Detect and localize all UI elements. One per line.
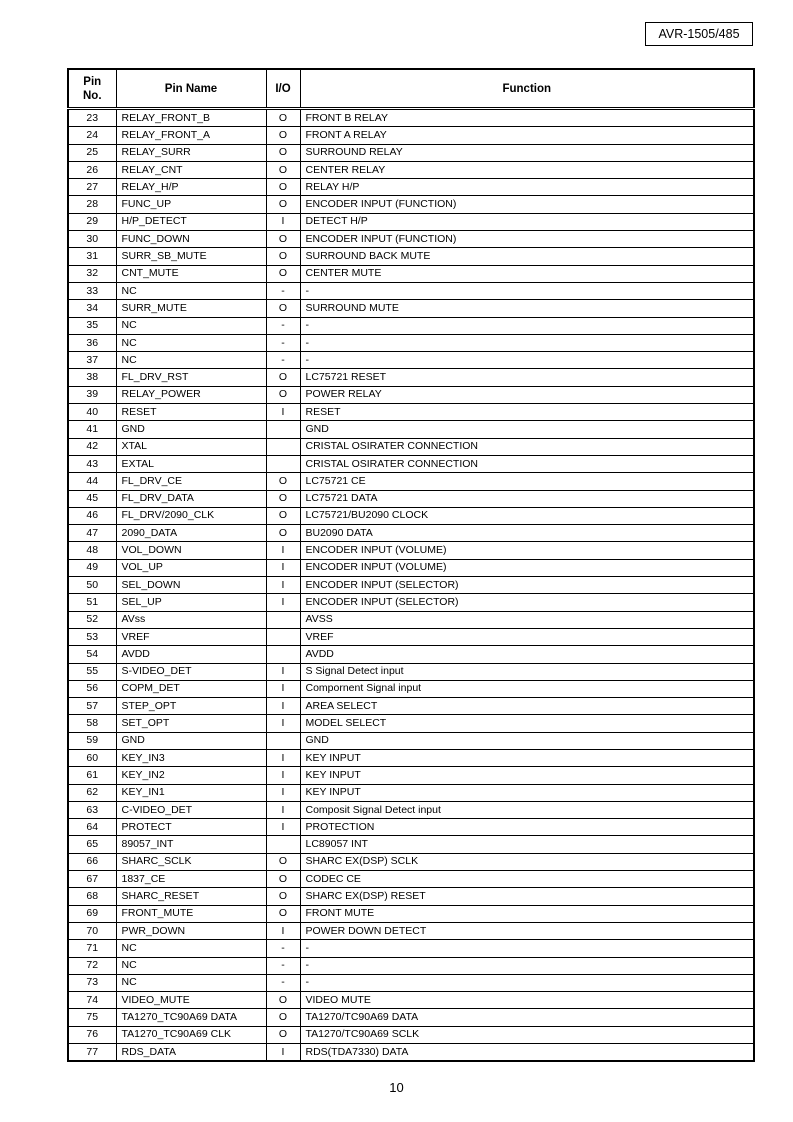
pin-function: ENCODER INPUT (FUNCTION) (300, 196, 754, 213)
table-row (68, 542, 754, 559)
pin-function: - (300, 957, 754, 974)
pin-io: O (266, 248, 300, 265)
pin-name: XTAL (116, 438, 266, 455)
pin-name: AVDD (116, 646, 266, 663)
table-row (68, 957, 754, 974)
table-row (68, 992, 754, 1009)
table-row (68, 438, 754, 455)
pin-name: RELAY_H/P (116, 179, 266, 196)
pin-number: 77 (68, 1044, 116, 1062)
table-row (68, 680, 754, 697)
pin-io: I (266, 801, 300, 818)
pin-io: O (266, 871, 300, 888)
pin-io: O (266, 265, 300, 282)
pin-io: O (266, 1026, 300, 1043)
table-row (68, 940, 754, 957)
pin-name: RELAY_FRONT_A (116, 127, 266, 144)
pin-name: FRONT_MUTE (116, 905, 266, 922)
pin-name: RELAY_POWER (116, 386, 266, 403)
pin-name: KEY_IN1 (116, 784, 266, 801)
pin-function: Composit Signal Detect input (300, 801, 754, 818)
pin-name: SET_OPT (116, 715, 266, 732)
table-row (68, 767, 754, 784)
pin-function: - (300, 352, 754, 369)
pin-function: PROTECTION (300, 819, 754, 836)
pin-io: I (266, 819, 300, 836)
pin-number: 65 (68, 836, 116, 853)
pin-io: O (266, 905, 300, 922)
pin-number: 24 (68, 127, 116, 144)
pin-number: 41 (68, 421, 116, 438)
pin-function: ENCODER INPUT (SELECTOR) (300, 577, 754, 594)
pin-name: RELAY_CNT (116, 161, 266, 178)
pin-io (266, 628, 300, 645)
pin-io: I (266, 749, 300, 766)
pin-number: 68 (68, 888, 116, 905)
pin-io: O (266, 161, 300, 178)
pin-number: 56 (68, 680, 116, 697)
table-row (68, 922, 754, 939)
pin-number: 57 (68, 698, 116, 715)
pin-number: 66 (68, 853, 116, 870)
table-row (68, 646, 754, 663)
pin-function: GND (300, 732, 754, 749)
pin-function: KEY INPUT (300, 784, 754, 801)
pin-number: 45 (68, 490, 116, 507)
table-row (68, 386, 754, 403)
pin-name: 1837_CE (116, 871, 266, 888)
table-row (68, 784, 754, 801)
pin-number: 71 (68, 940, 116, 957)
header-function: Function (300, 69, 754, 109)
pin-function: Compornent Signal input (300, 680, 754, 697)
pin-function: ENCODER INPUT (FUNCTION) (300, 231, 754, 248)
pin-function: LC89057 INT (300, 836, 754, 853)
pin-number: 54 (68, 646, 116, 663)
pin-name: TA1270_TC90A69 DATA (116, 1009, 266, 1026)
pin-name: 89057_INT (116, 836, 266, 853)
pin-io: O (266, 231, 300, 248)
pin-name: SHARC_SCLK (116, 853, 266, 870)
table-header (68, 69, 754, 109)
pin-io: O (266, 144, 300, 161)
table-row (68, 404, 754, 421)
pin-number: 30 (68, 231, 116, 248)
pin-io (266, 836, 300, 853)
pin-function: SHARC EX(DSP) RESET (300, 888, 754, 905)
pin-number: 51 (68, 594, 116, 611)
pin-number: 34 (68, 300, 116, 317)
pin-name: KEY_IN2 (116, 767, 266, 784)
pin-name: 2090_DATA (116, 525, 266, 542)
table-row (68, 473, 754, 490)
table-row (68, 853, 754, 870)
pin-function: LC75721 RESET (300, 369, 754, 386)
pin-number: 49 (68, 559, 116, 576)
table-row (68, 871, 754, 888)
table-row (68, 317, 754, 334)
table-row (68, 196, 754, 213)
pin-name: SEL_UP (116, 594, 266, 611)
pin-name: NC (116, 317, 266, 334)
pin-name: COPM_DET (116, 680, 266, 697)
pin-number: 48 (68, 542, 116, 559)
pin-function: KEY INPUT (300, 749, 754, 766)
pin-number: 74 (68, 992, 116, 1009)
pin-io (266, 455, 300, 472)
table-row (68, 577, 754, 594)
pin-io: O (266, 109, 300, 127)
header-io: I/O (266, 69, 300, 109)
pin-name: NC (116, 957, 266, 974)
pin-io (266, 438, 300, 455)
pin-number: 39 (68, 386, 116, 403)
pin-number: 75 (68, 1009, 116, 1026)
pin-function: DETECT H/P (300, 213, 754, 230)
table-row (68, 248, 754, 265)
table-row (68, 1044, 754, 1062)
table-row (68, 161, 754, 178)
pin-function-table (67, 68, 755, 1062)
table-row (68, 179, 754, 196)
model-number: AVR-1505/485 (658, 27, 740, 41)
pin-function: TA1270/TC90A69 SCLK (300, 1026, 754, 1043)
pin-io: - (266, 334, 300, 351)
pin-name: NC (116, 282, 266, 299)
pin-number: 72 (68, 957, 116, 974)
pin-name: GND (116, 732, 266, 749)
pin-number: 31 (68, 248, 116, 265)
pin-function: ENCODER INPUT (SELECTOR) (300, 594, 754, 611)
pin-io: O (266, 196, 300, 213)
table-row (68, 559, 754, 576)
pin-io: - (266, 974, 300, 991)
pin-name: PWR_DOWN (116, 922, 266, 939)
pin-name: FUNC_DOWN (116, 231, 266, 248)
pin-function: POWER DOWN DETECT (300, 922, 754, 939)
pin-name: AVss (116, 611, 266, 628)
pin-function: POWER RELAY (300, 386, 754, 403)
pin-name: VIDEO_MUTE (116, 992, 266, 1009)
pin-number: 73 (68, 974, 116, 991)
pin-number: 55 (68, 663, 116, 680)
pin-function: SHARC EX(DSP) SCLK (300, 853, 754, 870)
pin-name: NC (116, 940, 266, 957)
pin-name: FL_DRV_CE (116, 473, 266, 490)
header-pin-name: Pin Name (116, 69, 266, 109)
table-row (68, 490, 754, 507)
pin-io (266, 732, 300, 749)
table-row (68, 836, 754, 853)
pin-name: PROTECT (116, 819, 266, 836)
pin-number: 25 (68, 144, 116, 161)
pin-name: NC (116, 974, 266, 991)
pin-name: FUNC_UP (116, 196, 266, 213)
pin-name: TA1270_TC90A69 CLK (116, 1026, 266, 1043)
pin-function: SURROUND MUTE (300, 300, 754, 317)
pin-name: GND (116, 421, 266, 438)
table-row (68, 213, 754, 230)
table-row (68, 611, 754, 628)
pin-function: MODEL SELECT (300, 715, 754, 732)
pin-name: H/P_DETECT (116, 213, 266, 230)
pin-function: AREA SELECT (300, 698, 754, 715)
table-row (68, 109, 754, 127)
pin-number: 36 (68, 334, 116, 351)
table-row (68, 421, 754, 438)
pin-name: VOL_UP (116, 559, 266, 576)
pin-function: VREF (300, 628, 754, 645)
pin-name: SURR_SB_MUTE (116, 248, 266, 265)
pin-number: 28 (68, 196, 116, 213)
table-row (68, 749, 754, 766)
pin-number: 50 (68, 577, 116, 594)
pin-io: O (266, 888, 300, 905)
pin-function: LC75721 DATA (300, 490, 754, 507)
pin-function: RESET (300, 404, 754, 421)
pin-io: O (266, 853, 300, 870)
pin-function: FRONT MUTE (300, 905, 754, 922)
table-row (68, 282, 754, 299)
table-row (68, 352, 754, 369)
pin-io (266, 646, 300, 663)
pin-name: FL_DRV/2090_CLK (116, 507, 266, 524)
pin-name: NC (116, 352, 266, 369)
pin-number: 58 (68, 715, 116, 732)
table-row (68, 819, 754, 836)
pin-number: 33 (68, 282, 116, 299)
pin-io: I (266, 542, 300, 559)
header-pin-no (68, 69, 116, 109)
pin-io (266, 611, 300, 628)
pin-io: I (266, 404, 300, 421)
pin-name: RDS_DATA (116, 1044, 266, 1062)
pin-number: 67 (68, 871, 116, 888)
pin-number: 46 (68, 507, 116, 524)
pin-function: RDS(TDA7330) DATA (300, 1044, 754, 1062)
pin-number: 32 (68, 265, 116, 282)
pin-function: TA1270/TC90A69 DATA (300, 1009, 754, 1026)
pin-name: FL_DRV_DATA (116, 490, 266, 507)
pin-number: 38 (68, 369, 116, 386)
pin-function: SURROUND RELAY (300, 144, 754, 161)
pin-function: KEY INPUT (300, 767, 754, 784)
pin-io: - (266, 352, 300, 369)
table-row (68, 663, 754, 680)
pin-name: EXTAL (116, 455, 266, 472)
pin-io: I (266, 922, 300, 939)
model-number-box (645, 22, 753, 46)
table-row (68, 905, 754, 922)
pin-function: - (300, 334, 754, 351)
table-row (68, 628, 754, 645)
pin-number: 61 (68, 767, 116, 784)
pin-number: 27 (68, 179, 116, 196)
table-row (68, 334, 754, 351)
pin-function: LC75721 CE (300, 473, 754, 490)
pin-number: 26 (68, 161, 116, 178)
header-pin-no-label: Pin No. (82, 75, 102, 102)
pin-io: I (266, 784, 300, 801)
pin-function: SURROUND BACK MUTE (300, 248, 754, 265)
pin-number: 23 (68, 109, 116, 127)
pin-io: O (266, 386, 300, 403)
pin-io: - (266, 957, 300, 974)
table-row (68, 594, 754, 611)
pin-number: 52 (68, 611, 116, 628)
pin-function: RELAY H/P (300, 179, 754, 196)
pin-number: 60 (68, 749, 116, 766)
table-row (68, 1026, 754, 1043)
pin-function: CRISTAL OSIRATER CONNECTION (300, 438, 754, 455)
pin-name: CNT_MUTE (116, 265, 266, 282)
pin-function: FRONT B RELAY (300, 109, 754, 127)
pin-io: - (266, 317, 300, 334)
table-row (68, 698, 754, 715)
table-row (68, 144, 754, 161)
pin-io (266, 421, 300, 438)
pin-name: SURR_MUTE (116, 300, 266, 317)
pin-name: C-VIDEO_DET (116, 801, 266, 818)
pin-name: FL_DRV_RST (116, 369, 266, 386)
pin-io: I (266, 680, 300, 697)
pin-io: I (266, 767, 300, 784)
pin-number: 69 (68, 905, 116, 922)
pin-number: 59 (68, 732, 116, 749)
pin-name: STEP_OPT (116, 698, 266, 715)
pin-io: O (266, 127, 300, 144)
pin-function: - (300, 317, 754, 334)
pin-function: - (300, 940, 754, 957)
pin-number: 37 (68, 352, 116, 369)
pin-number: 35 (68, 317, 116, 334)
pin-number: 44 (68, 473, 116, 490)
pin-io: O (266, 490, 300, 507)
pin-io: - (266, 940, 300, 957)
pin-function: LC75721/BU2090 CLOCK (300, 507, 754, 524)
pin-io: I (266, 698, 300, 715)
table-row (68, 801, 754, 818)
pin-number: 76 (68, 1026, 116, 1043)
pin-number: 62 (68, 784, 116, 801)
pin-function: AVDD (300, 646, 754, 663)
pin-function: CRISTAL OSIRATER CONNECTION (300, 455, 754, 472)
table-row (68, 455, 754, 472)
pin-name: S-VIDEO_DET (116, 663, 266, 680)
table-row (68, 525, 754, 542)
pin-number: 40 (68, 404, 116, 421)
pin-function: CENTER RELAY (300, 161, 754, 178)
pin-number: 43 (68, 455, 116, 472)
pin-name: KEY_IN3 (116, 749, 266, 766)
pin-number: 47 (68, 525, 116, 542)
pin-function: FRONT A RELAY (300, 127, 754, 144)
pin-io: I (266, 594, 300, 611)
pin-io: O (266, 300, 300, 317)
pin-io: O (266, 369, 300, 386)
pin-function: - (300, 282, 754, 299)
pin-function: S Signal Detect input (300, 663, 754, 680)
pin-name: SEL_DOWN (116, 577, 266, 594)
table-row (68, 265, 754, 282)
table-row (68, 974, 754, 991)
pin-number: 53 (68, 628, 116, 645)
pin-number: 64 (68, 819, 116, 836)
pin-name: VOL_DOWN (116, 542, 266, 559)
pin-function: VIDEO MUTE (300, 992, 754, 1009)
pin-function: ENCODER INPUT (VOLUME) (300, 542, 754, 559)
page-number: 10 (389, 1080, 404, 1095)
pin-function: AVSS (300, 611, 754, 628)
pin-io: I (266, 559, 300, 576)
pin-io: O (266, 507, 300, 524)
pin-number: 29 (68, 213, 116, 230)
pin-name: NC (116, 334, 266, 351)
table-row (68, 127, 754, 144)
pin-function: ENCODER INPUT (VOLUME) (300, 559, 754, 576)
table-row (68, 732, 754, 749)
table-row (68, 369, 754, 386)
pin-function: - (300, 974, 754, 991)
pin-function: BU2090 DATA (300, 525, 754, 542)
pin-io: I (266, 663, 300, 680)
pin-name: RELAY_SURR (116, 144, 266, 161)
pin-number: 63 (68, 801, 116, 818)
pin-number: 70 (68, 922, 116, 939)
table-body (68, 109, 754, 1062)
pin-io: O (266, 1009, 300, 1026)
pin-name: VREF (116, 628, 266, 645)
pin-io: I (266, 715, 300, 732)
pin-io: O (266, 525, 300, 542)
pin-io: - (266, 282, 300, 299)
table-row (68, 1009, 754, 1026)
pin-number: 42 (68, 438, 116, 455)
pin-function: GND (300, 421, 754, 438)
pin-name: RESET (116, 404, 266, 421)
table-row (68, 888, 754, 905)
table-row (68, 231, 754, 248)
pin-io: O (266, 992, 300, 1009)
pin-name: RELAY_FRONT_B (116, 109, 266, 127)
pin-function: CODEC CE (300, 871, 754, 888)
pin-io: O (266, 473, 300, 490)
pin-name: SHARC_RESET (116, 888, 266, 905)
pin-io: I (266, 213, 300, 230)
pin-io: O (266, 179, 300, 196)
pin-io: I (266, 1044, 300, 1062)
table-row (68, 715, 754, 732)
table-row (68, 507, 754, 524)
table-row (68, 300, 754, 317)
pin-function: CENTER MUTE (300, 265, 754, 282)
pin-io: I (266, 577, 300, 594)
